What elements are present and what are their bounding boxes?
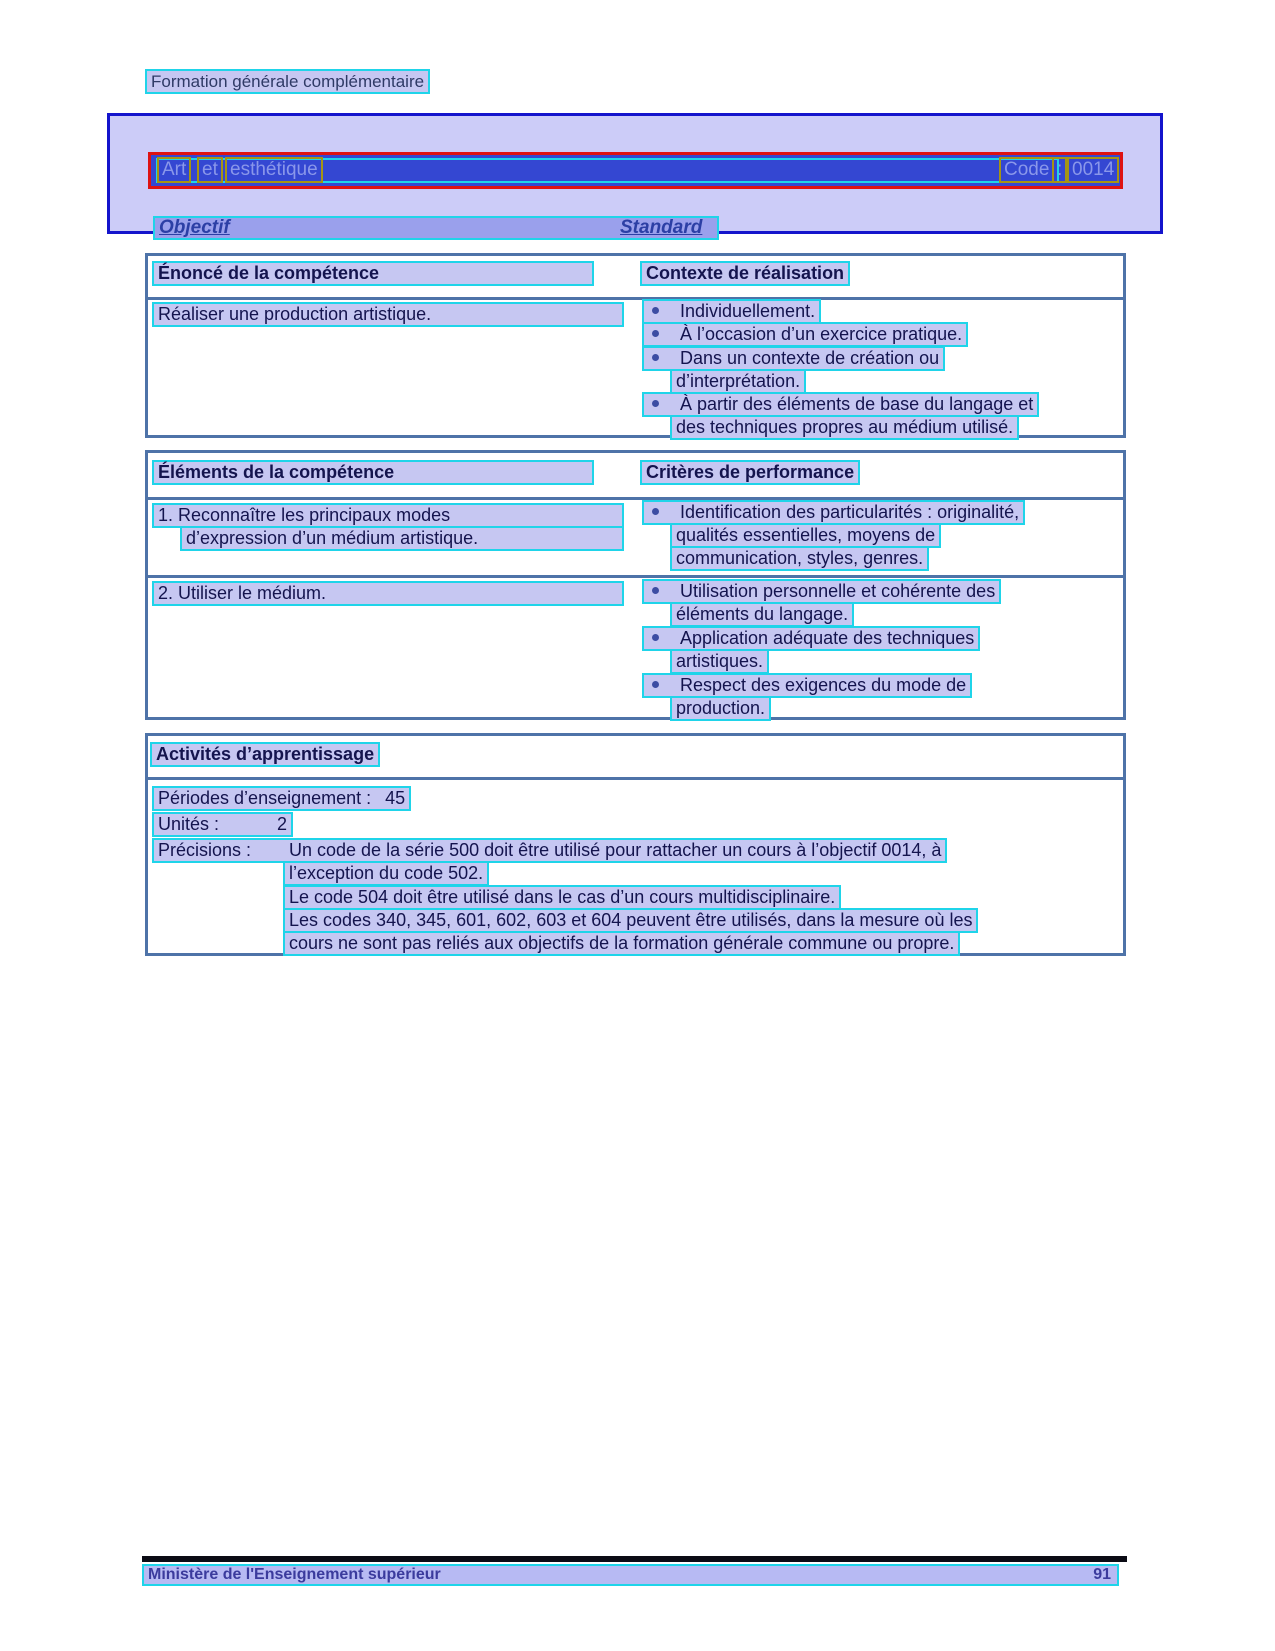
activites-header: Activités d’apprentissage: [150, 742, 380, 767]
precisions-line: Le code 504 doit être utilisé dans le cas d’un cours multidisciplinaire.: [283, 885, 841, 910]
column-header-elements: Éléments de la compétence: [152, 460, 594, 485]
title-panel: [107, 113, 1163, 238]
bullet-text: À l’occasion d’un exercice pratique.: [680, 324, 963, 344]
element-2-line: 2. Utiliser le médium.: [152, 581, 624, 606]
critere-bullet-line: [642, 673, 972, 698]
course-title-bar: [148, 152, 1123, 189]
unites-row: [152, 812, 293, 837]
bullet-icon: [652, 587, 659, 594]
periodes-label: Périodes d’enseignement :: [158, 788, 372, 808]
column-header-criteres: Critères de performance: [640, 460, 860, 485]
critere-bullet-line: [642, 626, 980, 651]
bullet-text: Respect des exigences du mode de: [680, 675, 967, 695]
precisions-row: [152, 838, 947, 863]
critere-continuation-line: qualités essentielles, moyens de: [670, 523, 941, 548]
code-label: Code: [999, 157, 1054, 183]
column-header-enonce: Énoncé de la compétence: [152, 261, 594, 286]
bullet-icon: [652, 400, 659, 407]
critere-continuation-line: artistiques.: [670, 649, 769, 674]
row-separator: [148, 575, 1123, 578]
bullet-icon: [652, 330, 659, 337]
contexte-bullet-line: [642, 392, 1039, 417]
footer-page-number: 91: [1093, 1566, 1111, 1583]
contexte-bullet-line: [642, 346, 945, 371]
activites-table: [145, 733, 1126, 956]
enonce-text: Réaliser une production artistique.: [152, 302, 624, 327]
standard-heading: Standard: [620, 217, 703, 238]
bullet-text: À partir des éléments de base du langage et: [680, 394, 1034, 414]
periodes-row: [152, 786, 411, 811]
bullet-icon: [652, 634, 659, 641]
critere-continuation-line: communication, styles, genres.: [670, 546, 929, 571]
course-word: et: [197, 157, 223, 183]
bullet-icon: [652, 354, 659, 361]
precisions-line: cours ne sont pas reliés aux objectifs de la formation générale commune ou propre.: [283, 931, 960, 956]
unites-value: 2: [277, 814, 288, 834]
table-separator: [148, 777, 1123, 780]
contexte-bullet-line: [642, 322, 968, 347]
bullet-text: Dans un contexte de création ou: [680, 348, 940, 368]
critere-continuation-line: production.: [670, 696, 771, 721]
elements-table: [145, 450, 1126, 720]
precisions-label: Précisions :: [158, 840, 252, 860]
competence-table: [145, 253, 1126, 438]
table-separator: [148, 297, 1123, 300]
critere-bullet-line: [642, 579, 1001, 604]
course-word: Art: [157, 157, 191, 183]
element-1-line-2: d’expression d’un médium artistique.: [180, 526, 624, 551]
bullet-text: Identification des particularités : originalité,: [680, 502, 1020, 522]
precisions-line: Un code de la série 500 doit être utilisé pour rattacher un cours à l’objectif 0014, à: [289, 840, 942, 860]
bullet-icon: [652, 508, 659, 515]
footer-band: [142, 1564, 1119, 1586]
code-separator: :: [1052, 157, 1067, 183]
unites-label: Unités :: [158, 814, 220, 834]
bullet-icon: [652, 681, 659, 688]
contexte-continuation-line: des techniques propres au médium utilisé.: [670, 415, 1019, 440]
code-value: 0014: [1067, 157, 1119, 183]
critere-continuation-line: éléments du langage.: [670, 602, 854, 627]
footer-rule: [142, 1556, 1127, 1562]
course-word: esthétique: [225, 157, 323, 183]
contexte-continuation-line: d’interprétation.: [670, 369, 806, 394]
periodes-value: 45: [385, 788, 406, 808]
bullet-text: Individuellement.: [680, 301, 816, 321]
critere-bullet-line: [642, 500, 1025, 525]
bullet-text: Utilisation personnelle et cohérente des: [680, 581, 996, 601]
contexte-bullet-line: [642, 299, 821, 324]
objectif-standard-band: [153, 216, 719, 240]
bullet-icon: [652, 307, 659, 314]
column-header-contexte: Contexte de réalisation: [640, 261, 850, 286]
bullet-text: Application adéquate des techniques: [680, 628, 975, 648]
element-1-line-1: 1. Reconnaître les principaux modes: [152, 503, 624, 528]
page-header-label: Formation générale complémentaire: [145, 69, 430, 94]
precisions-line: Les codes 340, 345, 601, 602, 603 et 604 peuvent être utilisés, dans la mesure où les: [283, 908, 978, 933]
objectif-heading: Objectif: [159, 217, 230, 238]
precisions-line: l’exception du code 502.: [283, 861, 489, 886]
footer-ministry: Ministère de l'Enseignement supérieur: [148, 1566, 441, 1583]
